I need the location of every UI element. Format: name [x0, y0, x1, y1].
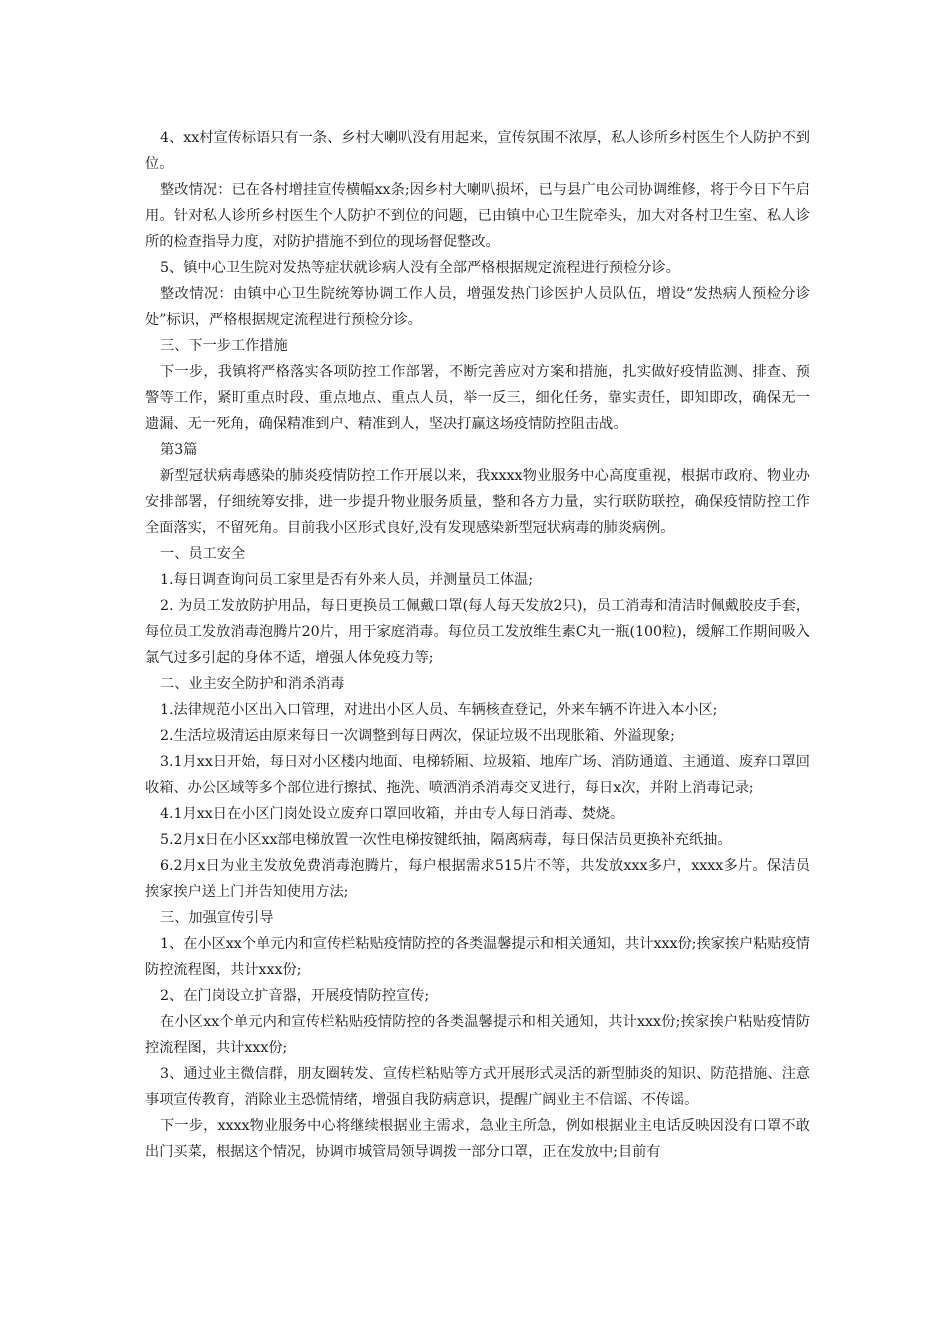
- paragraph-village-slogan-issue: 4、xx村宣传标语只有一条、乡村大喇叭没有用起来，宣传氛围不浓厚，私人诊所乡村医生个人防护不到位。: [145, 130, 810, 172]
- list-item-owner-6: 6.2月x日为业主发放免费消毒泡腾片，每户根据需求515片不等，共发放xxx多户，xxxx多片。保洁员挨家挨户送上门并告知使用方法;: [145, 858, 810, 900]
- section-heading-publicity: 三、加强宣传引导: [160, 910, 274, 926]
- paragraph-property-intro: 新型冠状病毒感染的肺炎疫情防控工作开展以来，我xxxx物业服务中心高度重视，根据市政府、物业办安排部署，仔细统筹安排，进一步提升物业服务质量，整和各方力量，实行联防联控，确保疫情防控工作全面落实，不留死角。目前我小区形式良好,没有发现感染新型冠状病毒的肺炎病例。: [145, 468, 810, 536]
- paragraph-health-center-issue: 5、镇中心卫生院对发热等症状就诊病人没有全部严格根据规定流程进行预检分诊。: [160, 260, 680, 276]
- list-item-publicity-3: 3、通过业主微信群，朋友圈转发、宣传栏粘贴等方式开展形式灵活的新型肺炎的知识、防范措施、注意事项宣传教育，消除业主恐慌情绪，增强自我防病意识，提醒广阔业主不信谣、不传谣。: [145, 1066, 810, 1108]
- paragraph-next-steps: 下一步，我镇将严格落实各项防控工作部署，不断完善应对方案和措施，扎实做好疫情监测、排查、预警等工作，紧盯重点时段、重点地点、重点人员，举一反三，细化任务，靠实责任，即知即改，确保无一遗漏、无一死角，确保精准到户、精准到人，坚决打赢这场疫情防控阻击战。: [145, 364, 810, 432]
- document-body: [145, 125, 810, 1165]
- paragraph-rectification-triage: 整改情况：由镇中心卫生院统筹协调工作人员，增强发热门诊医护人员队伍，增设“发热病人预检分诊处”标识，严格根据规定流程进行预检分诊。: [145, 286, 810, 328]
- list-item-owner-2: 2.生活垃圾清运由原来每日一次调整到每日两次，保证垃圾不出现胀箱、外溢现象;: [160, 728, 675, 744]
- list-item-staff-1: 1.每日调查询问员工家里是否有外来人员，并测量员工体温;: [160, 572, 534, 588]
- section-heading-staff-safety: 一、员工安全: [160, 546, 246, 562]
- list-item-publicity-1: 1、在小区xx个单元内和宣传栏粘贴疫情防控的各类温馨提示和相关通知，共计xxx份;挨家挨户粘贴疫情防控流程图，共计xxx份;: [145, 936, 810, 978]
- chapter-heading-part-3: 第3篇: [160, 442, 198, 458]
- list-item-owner-5: 5.2月x日在小区xx部电梯放置一次性电梯按键纸抽，隔离病毒，每日保洁员更换补充纸抽。: [160, 832, 732, 848]
- section-heading-owner-safety: 二、业主安全防护和消杀消毒: [160, 676, 345, 692]
- list-item-owner-3: 3.1月xx日开始，每日对小区楼内地面、电梯轿厢、垃圾箱、地库广场、消防通道、主通道、废弃口罩回收箱、办公区域等多个部位进行擦拭、拖洗、喷洒消杀消毒交叉进行，每日x次，并附上消毒记录;: [145, 754, 810, 796]
- paragraph-publicity-repeat: 在小区xx个单元内和宣传栏粘贴疫情防控的各类温馨提示和相关通知，共计xxx份;挨家挨户粘贴疫情防控流程图，共计xxx份;: [145, 1014, 810, 1056]
- paragraph-rectification-slogan: 整改情况：已在各村增挂宣传横幅xx条;因乡村大喇叭损坏，已与县广电公司协调维修，将于今日下午启用。针对私人诊所乡村医生个人防护不到位的问题，已由镇中心卫生院牵头，加大对各村卫生室、私人诊所的检查指导力度，对防护措施不到位的现场督促整改。: [145, 182, 810, 250]
- list-item-owner-1: 1.法律规范小区出入口管理，对进出小区人员、车辆核查登记，外来车辆不许进入本小区;: [160, 702, 718, 718]
- list-item-publicity-2: 2、在门岗设立扩音器，开展疫情防控宣传;: [160, 988, 430, 1004]
- section-heading-next-steps: 三、下一步工作措施: [160, 338, 288, 354]
- paragraph-next-step-property: 下一步，xxxx物业服务中心将继续根据业主需求，急业主所急，例如根据业主电话反映因没有口罩不敢出门买菜，根据这个情况，协调市城管局领导调拨一部分口罩，正在发放中;目前有: [145, 1118, 810, 1160]
- list-item-staff-2: 2. 为员工发放防护用品，每日更换员工佩戴口罩(每人每天发放2只)，员工消毒和清洁时佩戴胶皮手套，每位员工发放消毒泡腾片20片，用于家庭消毒。每位员工发放维生素C丸一瓶(100粒)，缓解工作期间吸入氯气过多引起的身体不适，增强人体免疫力等;: [145, 598, 810, 666]
- list-item-owner-4: 4.1月xx日在小区门岗处设立废弃口罩回收箱，并由专人每日消毒、焚烧。: [160, 806, 625, 822]
